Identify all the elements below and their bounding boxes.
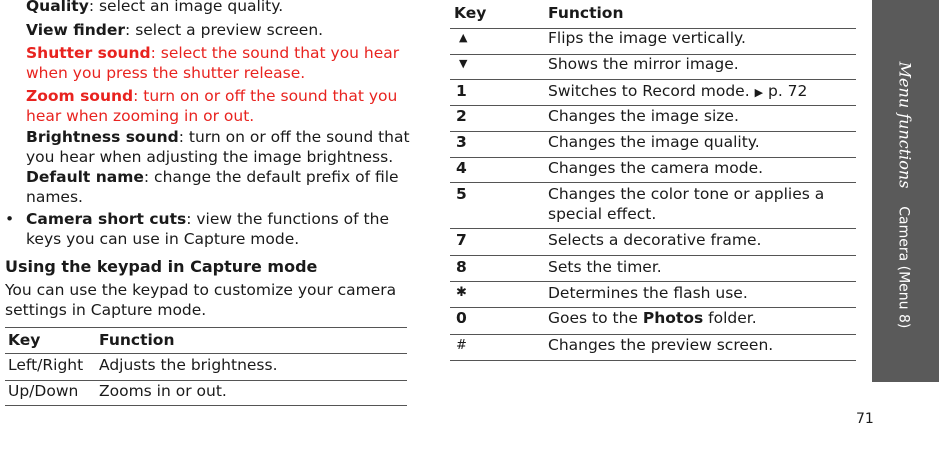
table-cell-key: Left/Right (8, 356, 84, 374)
table-header-function: Function (99, 331, 175, 349)
table-cell-key: 2 (456, 107, 467, 125)
section-intro-1: You can use the keypad to customize your camera (5, 281, 397, 299)
table-cell-function: Zooms in or out. (99, 382, 227, 400)
shutter-sound-desc-2: when you press the shutter release. (26, 64, 306, 82)
camera-shortcuts-item (26, 209, 389, 230)
camera-shortcuts-desc-2: keys you can use in Capture mode. (26, 230, 300, 248)
view-finder-desc: : select a preview screen. (125, 21, 324, 39)
view-finder-item (26, 20, 323, 41)
default-name-term: Default name (26, 168, 144, 186)
table-cell-key: Up/Down (8, 382, 79, 400)
photos-text-pre: Goes to the (548, 309, 643, 327)
table-cell-function (548, 308, 757, 328)
page-number: 71 (856, 411, 874, 427)
table-cell-function: special effect. (548, 205, 657, 223)
side-tab-label (896, 62, 915, 329)
section-heading: Using the keypad in Capture mode (5, 257, 318, 276)
table-rule (450, 281, 856, 282)
quality-desc: : select an image quality. (88, 0, 284, 15)
table-cell-function: Changes the color tone or applies a (548, 185, 825, 203)
star-key-icon: ✱ (456, 285, 467, 300)
table-rule (5, 353, 407, 354)
table-cell-key: 1 (456, 82, 467, 100)
brightness-sound-desc-2: you hear when adjusting the image brightness. (26, 148, 394, 166)
table-cell-function: Changes the image quality. (548, 133, 760, 151)
table-rule (5, 327, 407, 328)
table-cell-function: Changes the image size. (548, 107, 739, 125)
table-cell-function: Changes the camera mode. (548, 159, 764, 177)
shutter-sound-desc-1: : select the sound that you hear (150, 44, 400, 62)
view-finder-term: View finder (26, 21, 126, 39)
section-intro-2: settings in Capture mode. (5, 301, 207, 319)
photos-folder-name: Photos (642, 309, 704, 327)
quality-item (26, 0, 283, 17)
brightness-sound-desc-1: : turn on or off the sound that (178, 128, 410, 146)
camera-shortcuts-desc-1: : view the functions of the (186, 210, 389, 228)
default-name-item (26, 167, 399, 188)
table-header-function: Function (548, 4, 624, 22)
table-cell-function: Sets the timer. (548, 258, 662, 276)
table-header-key: Key (454, 4, 487, 22)
up-key-icon: ▲ (459, 31, 468, 44)
table-header-key: Key (8, 331, 41, 349)
table-cell-key: 4 (456, 159, 467, 177)
bullet: • (5, 210, 15, 228)
table-cell-key: 3 (456, 133, 467, 151)
table-cell-function: Selects a decorative frame. (548, 231, 762, 249)
table-rule (450, 255, 856, 256)
table-cell-key: 0 (456, 309, 467, 327)
table-cell-function: Flips the image vertically. (548, 29, 746, 47)
photos-text-post: folder. (703, 309, 757, 327)
shutter-sound-item (26, 43, 399, 64)
default-name-desc-2: names. (26, 188, 83, 206)
side-tab-subsection: Camera (Menu 8) (895, 206, 912, 329)
record-mode-text: Switches to Record mode. (548, 82, 750, 100)
zoom-sound-desc-2: hear when zooming in or out. (26, 107, 255, 125)
table-rule (450, 360, 856, 361)
down-key-icon: ▼ (459, 57, 468, 70)
zoom-sound-item (26, 86, 397, 107)
table-cell-key: 5 (456, 185, 467, 203)
table-rule (450, 79, 856, 80)
table-cell-function: Adjusts the brightness. (99, 356, 278, 374)
table-cell-key: 8 (456, 258, 467, 276)
table-rule (450, 182, 856, 183)
zoom-sound-desc-1: : turn on or off the sound that you (133, 87, 398, 105)
table-cell-function: Shows the mirror image. (548, 55, 739, 73)
page-ref-arrow-icon: ▶ (754, 86, 764, 99)
default-name-desc-1: : change the default prefix of file (143, 168, 399, 186)
hash-key-icon: # (456, 338, 467, 353)
brightness-sound-term: Brightness sound (26, 128, 179, 146)
table-cell-function (548, 81, 807, 103)
side-tab-section: Menu functions (895, 61, 915, 189)
table-cell-function: Changes the preview screen. (548, 336, 774, 354)
zoom-sound-term: Zoom sound (26, 87, 134, 105)
page-ref-link[interactable]: p. 72 (767, 82, 808, 100)
brightness-sound-item (26, 127, 410, 148)
camera-shortcuts-term: Camera short cuts (26, 210, 187, 228)
table-cell-key: 7 (456, 231, 467, 249)
table-cell-function: Determines the flash use. (548, 284, 748, 302)
quality-term: Quality (26, 0, 89, 15)
table-rule (450, 228, 856, 229)
table-rule (5, 405, 407, 406)
shutter-sound-term: Shutter sound (26, 44, 151, 62)
